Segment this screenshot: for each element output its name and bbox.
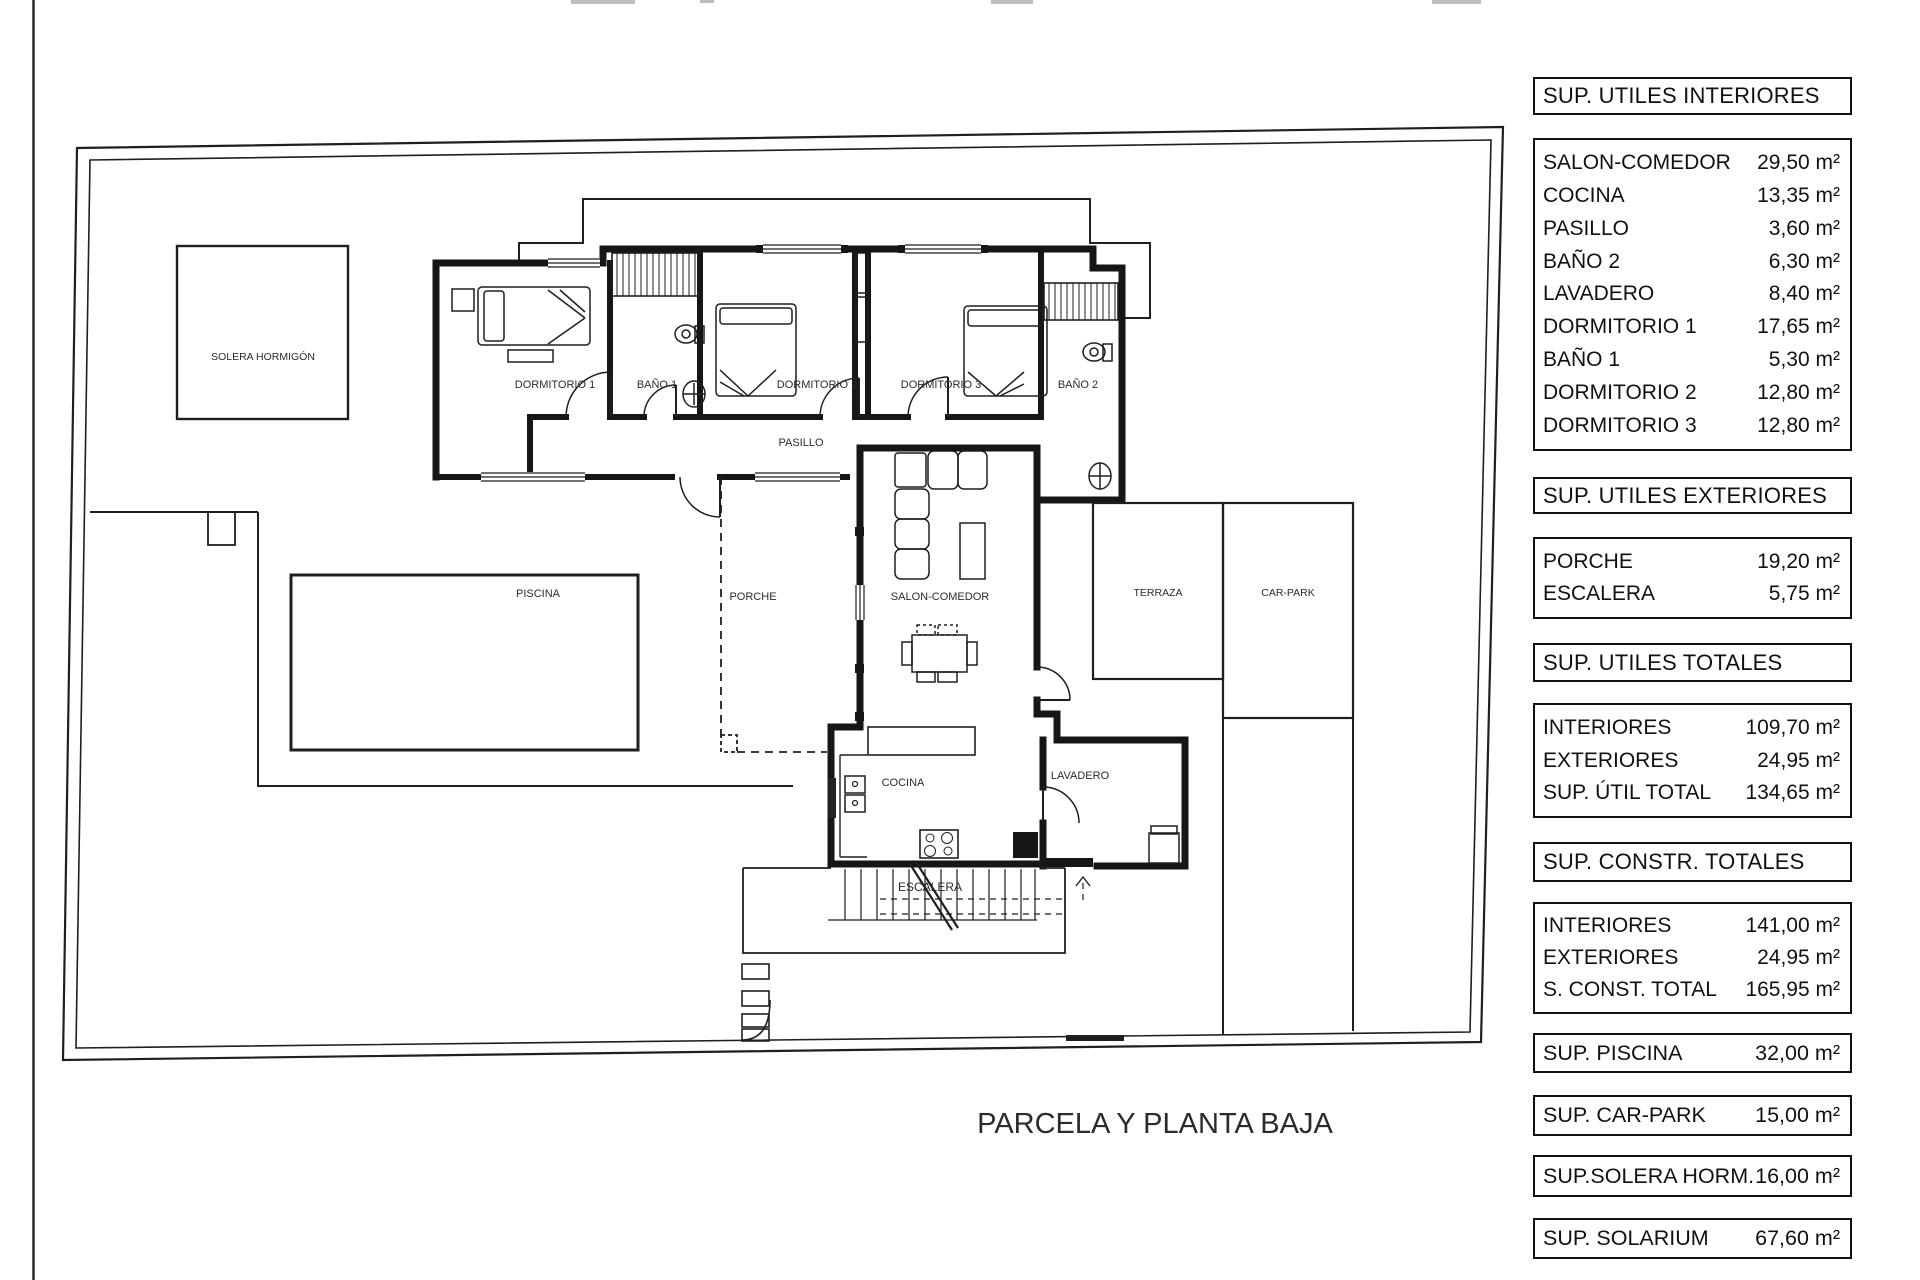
dormitorio3-label: DORMITORIO 3: [900, 379, 982, 391]
row-label: S. CONST. TOTAL: [1543, 978, 1717, 1001]
room-labels: [515, 378, 1110, 789]
solera-label: SOLERA HORMIGÓN: [211, 351, 315, 363]
lavadero-label: LAVADERO: [1050, 770, 1110, 782]
solera-hormigon: [177, 246, 348, 419]
piscina-area: [90, 512, 793, 786]
header-label: SUP. CONSTR. TOTALES: [1543, 849, 1805, 874]
terraza-label: TERRAZA: [1133, 587, 1183, 599]
table-row: [1535, 716, 1850, 740]
row-value: 3,60 m²: [1768, 216, 1840, 240]
row-label: DORMITORIO 2: [1543, 381, 1697, 405]
bedroom-furniture: [452, 253, 1047, 396]
row-value: 141,00 m²: [1745, 914, 1840, 937]
row-label: INTERIORES: [1543, 914, 1672, 937]
table-row: [1535, 914, 1850, 938]
box-value: 67,60 m²: [1755, 1226, 1840, 1250]
porche-label: PORCHE: [729, 591, 777, 603]
table-row: [1535, 414, 1850, 438]
row-value: 12,80 m²: [1757, 381, 1840, 405]
row-label: ESCALERA: [1543, 582, 1656, 606]
sink-bano2: [1089, 463, 1111, 489]
row-label: INTERIORES: [1543, 715, 1672, 739]
table-row: [1535, 946, 1850, 970]
row-value: 8,40 m²: [1768, 282, 1840, 306]
row-value: 29,50 m²: [1757, 150, 1840, 174]
table-row: [1535, 250, 1850, 274]
row-value: 24,95 m²: [1757, 748, 1840, 772]
row-label: EXTERIORES: [1543, 946, 1679, 969]
stairs: [743, 862, 1090, 953]
header-label: SUP. UTILES TOTALES: [1543, 649, 1783, 675]
stove: [920, 830, 958, 858]
box-sup-solera-horm: [1533, 1155, 1852, 1197]
dormitorio2-label: DORMITORIO 2: [776, 379, 858, 391]
table-row: [1535, 217, 1850, 241]
header-sup-utiles-exteriores: [1533, 477, 1852, 514]
row-label: PORCHE: [1543, 549, 1633, 573]
lavadero-fixtures: [1046, 826, 1179, 867]
header-sup-utiles-interiores: [1533, 77, 1852, 115]
shower-bano1: [612, 253, 698, 296]
car-park-label: CAR-PARK: [1261, 587, 1315, 599]
header-sup-constr-totales: [1533, 842, 1852, 882]
table-row: [1535, 184, 1850, 208]
table-row: [1535, 282, 1850, 306]
row-label: BAÑO 2: [1543, 249, 1621, 273]
header-sup-utiles-totales: [1533, 643, 1852, 682]
row-label: EXTERIORES: [1543, 748, 1679, 772]
row-value: 6,30 m²: [1768, 249, 1840, 273]
row-label: COCINA: [1543, 183, 1625, 207]
row-value: 134,65 m²: [1745, 781, 1840, 805]
row-value: 12,80 m²: [1757, 414, 1840, 438]
row-label: SUP. ÚTIL TOTAL: [1543, 781, 1712, 805]
table-sup-utiles-interiores: [1533, 138, 1852, 451]
row-label: SALON-COMEDOR: [1543, 150, 1731, 174]
header-label: SUP. UTILES EXTERIORES: [1543, 482, 1827, 508]
row-label: DORMITORIO 3: [1543, 414, 1697, 438]
table-row: [1535, 582, 1850, 606]
table-row: [1535, 315, 1850, 339]
row-value: 24,95 m²: [1757, 946, 1840, 969]
salon-furniture: [895, 451, 987, 682]
row-value: 5,30 m²: [1768, 348, 1840, 372]
table-row: [1535, 550, 1850, 574]
row-value: 13,35 m²: [1757, 183, 1840, 207]
sheet-title: PARCELA Y PLANTA BAJA: [977, 1108, 1333, 1140]
box-label: SUP. PISCINA: [1543, 1040, 1683, 1065]
table-sup-utiles-exteriores: [1533, 537, 1852, 619]
porche-boundary: [721, 477, 827, 752]
entry-steps: [742, 964, 770, 1041]
kitchen-fixtures: [828, 727, 1038, 858]
sink-bano1: [683, 381, 705, 407]
row-value: 165,95 m²: [1745, 978, 1840, 1001]
table-row: [1535, 348, 1850, 372]
piscina-pool: [291, 575, 638, 750]
row-value: 17,65 m²: [1757, 315, 1840, 339]
box-value: 16,00 m²: [1755, 1163, 1840, 1188]
row-value: 5,75 m²: [1768, 582, 1840, 606]
box-value: 15,00 m²: [1755, 1103, 1840, 1127]
dining-set: [902, 625, 977, 682]
row-value: 109,70 m²: [1745, 715, 1840, 739]
box-value: 32,00 m²: [1755, 1040, 1840, 1065]
sheet-frame: [34, 0, 1482, 1280]
terraza: [1093, 503, 1223, 679]
box-label: SUP.SOLERA HORM.: [1543, 1163, 1755, 1188]
table-sup-constr-totales: [1533, 902, 1852, 1014]
box-label: SUP. CAR-PARK: [1543, 1103, 1706, 1127]
table-row: [1535, 749, 1850, 773]
piscina-label: PISCINA: [515, 588, 561, 600]
dormitorio1-label: DORMITORIO 1: [514, 379, 596, 391]
box-label: SUP. SOLARIUM: [1543, 1226, 1709, 1250]
table-row: [1535, 781, 1850, 805]
table-row: [1535, 381, 1850, 405]
box-sup-solarium: [1533, 1218, 1852, 1259]
header-label: SUP. UTILES INTERIORES: [1543, 83, 1820, 108]
toilet-bano2: [1083, 343, 1112, 361]
shower-bano2: [1044, 283, 1118, 320]
escalera-label: ESCALERA: [897, 880, 963, 894]
cocina-label: COCINA: [881, 777, 925, 789]
pasillo-label: PASILLO: [778, 437, 824, 449]
table-row: [1535, 978, 1850, 1002]
salon-comedor-label: SALON-COMEDOR: [890, 591, 990, 603]
row-value: 19,20 m²: [1757, 549, 1840, 573]
row-label: LAVADERO: [1543, 282, 1655, 306]
bano2-label: BAÑO 2: [1057, 379, 1099, 391]
table-sup-utiles-totales: [1533, 703, 1852, 818]
box-sup-piscina: [1533, 1033, 1852, 1073]
row-label: DORMITORIO 1: [1543, 315, 1697, 339]
bano1-label: BAÑO 1: [636, 379, 678, 391]
row-label: PASILLO: [1543, 216, 1629, 240]
row-label: BAÑO 1: [1543, 348, 1621, 372]
table-row: [1535, 151, 1850, 175]
box-sup-car-park: [1533, 1095, 1852, 1136]
